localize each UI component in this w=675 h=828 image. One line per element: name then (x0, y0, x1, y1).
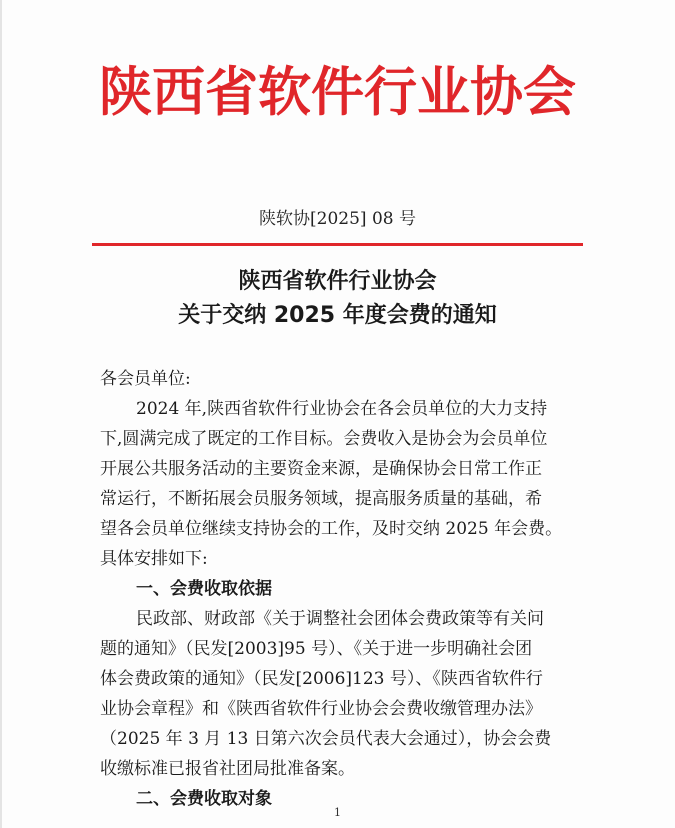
letterhead-org-name: 陕西省软件行业协会 (99, 62, 576, 123)
document-number: 陕软协[2025] 08 号 (259, 209, 416, 229)
notice-title-line-1: 陕西省软件行业协会 (238, 269, 437, 294)
paragraph-1-line: 具体安排如下: (100, 549, 208, 569)
paragraph-2-line: 业协会章程》和《陕西省软件行业协会会费收缴管理办法》 (100, 699, 542, 719)
paragraph-1-line: 2024 年,陕西省软件行业协会在各会员单位的大力支持 (136, 399, 548, 419)
section-1-heading: 一、会费收取依据 (136, 579, 272, 599)
letterhead-red-rule (92, 243, 583, 246)
paragraph-1-line: 望各会员单位继续支持协会的工作，及时交纳 2025 年会费。 (100, 519, 563, 539)
salutation: 各会员单位: (100, 369, 191, 389)
paragraph-2-line: 体会费政策的通知》（民发[2006]123 号）、《陕西省软件行 (100, 669, 543, 689)
paragraph-1-line: 开展公共服务活动的主要资金来源，是确保协会日常工作正 (100, 459, 542, 479)
paragraph-1-line: 下,圆满完成了既定的工作目标。会费收入是协会为会员单位 (100, 429, 548, 449)
section-2-heading: 二、会费收取对象 (136, 789, 272, 809)
paragraph-2-line: （2025 年 3 月 13 日第六次会员代表大会通过），协会会费 (100, 729, 552, 749)
paragraph-1-line: 常运行，不断拓展会员服务领域，提高服务质量的基础，希 (100, 489, 542, 509)
notice-title-line-2: 关于交纳 2025 年度会费的通知 (178, 303, 497, 328)
page-number: 1 (334, 806, 341, 819)
paragraph-2-line: 收缴标准已报省社团局批准备案。 (100, 759, 355, 779)
paragraph-2-line: 民政部、财政部《关于调整社会团体会费政策等有关问 (136, 609, 544, 629)
paragraph-2-line: 题的通知》（民发[2003]95 号）、《关于进一步明确社会团 (100, 639, 533, 659)
